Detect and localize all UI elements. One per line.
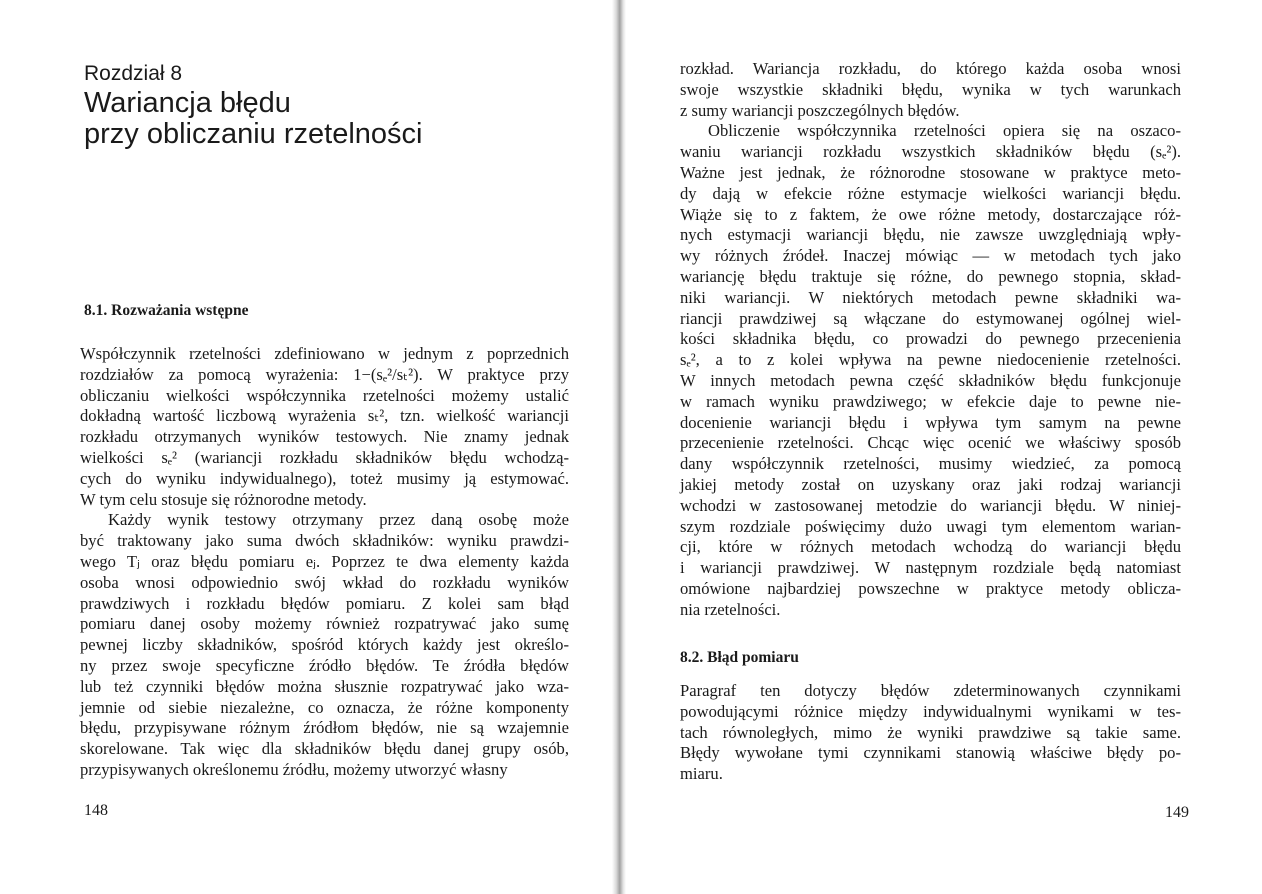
body-text	[80, 344, 569, 781]
text-line: dokładną wartość liczbową wyrażenia sₜ², tzn. wielkość wariancji	[80, 406, 569, 426]
text-line: sₑ², a to z kolei wpływa na pewne niedocenienie rzetelności.	[680, 350, 1181, 370]
text-line: dany współczynnik rzetelności, musimy wiedzieć, za pomocą	[680, 454, 1181, 474]
text-line: obliczaniu wielkości współczynnika rzetelności możemy ustalić	[80, 385, 569, 405]
text-line: prawdziwych i rozkładu błędów pomiaru. Z kolei sam błąd	[80, 593, 569, 613]
text-line: niki wariancji. W niektórych metodach pewne składniki wa-	[680, 287, 1181, 307]
section-heading-8-2: 8.2. Błąd pomiaru	[680, 649, 799, 666]
text-line: w ramach wyniku prawdziwego; w efekcie daje to pewne nie-	[680, 391, 1181, 411]
text-line: Każdy wynik testowy otrzymany przez daną osobę może	[108, 510, 569, 530]
chapter-title	[84, 88, 422, 150]
chapter-title-line: przy obliczaniu rzetelności	[84, 118, 423, 150]
text-line: przecenienie rzetelności. Chcąc więc ocenić we właściwy sposób	[680, 433, 1181, 453]
text-line: wy różnych źródeł. Inaczej mówiąc — w metodach tych jako	[680, 246, 1181, 266]
text-line: cych do wyniku indywidualnego), toteż musimy ją estymować.	[80, 468, 569, 488]
text-line: ny przez swoje specyficzne źródło błędów. Te źródła błędów	[80, 655, 569, 675]
text-line: Paragraf ten dotyczy błędów zdeterminowanych czynnikami	[680, 681, 1181, 700]
text-line: Ważne jest jednak, że różnorodne stosowane w praktyce meto-	[680, 162, 1181, 182]
text-line: kości składnika błędu, co prowadzi do pewnego przecenienia	[680, 329, 1181, 349]
page-number: 148	[84, 802, 108, 819]
section-heading-8-1: 8.1. Rozważania wstępne	[84, 302, 249, 319]
section-paragraph	[680, 681, 1181, 785]
text-line: powodującymi różnice między indywidualnymi wynikami w tes-	[680, 701, 1181, 721]
text-line: miaru.	[680, 764, 723, 784]
chapter-title-line: Wariancja błędu	[84, 87, 291, 119]
text-line: riancji prawdziwej są włączane do estymowanej ogólnej wiel-	[680, 308, 1181, 328]
right-page	[612, 0, 1262, 894]
text-line: jemnie od siebie niezależne, co oznacza, że różne komponenty	[80, 697, 569, 717]
text-line: Współczynnik rzetelności zdefiniowano w jednym z poprzednich	[80, 344, 569, 363]
text-line: wielkości sₑ² (wariancji rozkładu składników błędu wchodzą-	[80, 447, 569, 467]
text-line: być traktowany jako suma dwóch składników: wyniku prawdzi-	[80, 531, 569, 551]
text-line: dy dają w efekcie różne estymacje wielkości wariancji błędu.	[680, 183, 1181, 203]
text-line: rozkład. Wariancja rozkładu, do którego każda osoba wnosi	[680, 59, 1181, 78]
text-line: szym rozdziale poświęcimy dużo uwagi tym elementom warian-	[680, 516, 1181, 536]
text-line: cji, które w różnych metodach wchodzą do wariancji błędu	[680, 537, 1181, 557]
text-line: tach równoległych, mimo że wyniki prawdziwe są takie same.	[680, 722, 1181, 742]
text-line: rozkładu otrzymanych wyników testowych. Nie znamy jednak	[80, 427, 569, 447]
left-page	[0, 0, 612, 894]
text-line: lub też czynniki błędów można słusznie rozpatrywać jako wza-	[80, 676, 569, 696]
text-line: z sumy wariancji poszczególnych błędów.	[680, 100, 960, 120]
text-line: Błędy wywołane tymi czynnikami stanowią właściwe błędy po-	[680, 743, 1181, 763]
text-line: skorelowane. Tak więc dla składników błędu danej grupy osób,	[80, 739, 569, 759]
text-line: nych estymacji wariancji błędu, nie zawsze uwzględniają wpły-	[680, 225, 1181, 245]
text-line: osoba wnosi odpowiednio swój wkład do rozkładu wyników	[80, 572, 569, 592]
body-text	[680, 59, 1181, 621]
text-line: jakiej metody został on uzyskany oraz jaki rodzaj wariancji	[680, 474, 1181, 494]
text-line: docenienie wariancji błędu i wpływa tym samym na pewne	[680, 412, 1181, 432]
chapter-label: Rozdział 8	[84, 62, 183, 85]
text-line: i wariancji prawdziwej. W następnym rozdziale będą natomiast	[680, 558, 1181, 578]
text-line: błędu, przypisywane różnym źródłom błędów, nie są wzajemnie	[80, 718, 569, 738]
text-line: pomiaru danej osoby możemy również rozpatrywać jako sumę	[80, 614, 569, 634]
text-line: wariancję błędu traktuje się różne, do pewnego stopnia, skład-	[680, 266, 1181, 286]
text-line: omówione najbardziej powszechne w praktyce metody oblicza-	[680, 578, 1181, 598]
text-line: przypisywanych określonemu źródłu, możemy utworzyć własny	[80, 759, 508, 779]
text-line: Obliczenie współczynnika rzetelności opiera się na oszaco-	[708, 121, 1181, 141]
text-line: rozdziałów za pomocą wyrażenia: 1−(sₑ²/sₜ²). W praktyce przy	[80, 364, 569, 384]
text-line: W tym celu stosuje się różnorodne metody.	[80, 489, 367, 509]
text-line: nia rzetelności.	[680, 599, 781, 619]
text-line: Wiąże się to z faktem, że owe różne metody, dostarczające róż-	[680, 204, 1181, 224]
text-line: wego Tⱼ oraz błędu pomiaru eⱼ. Poprzez te dwa elementy każda	[80, 551, 569, 571]
text-line: wchodzi w zastosowanej metodzie do wariancji błędu. W niniej-	[680, 495, 1181, 515]
text-line: pewnej liczby składników, spośród których każdy jest określo-	[80, 635, 569, 655]
text-line: swoje wszystkie składniki błędu, wynika w tych warunkach	[680, 79, 1181, 99]
text-line: waniu wariancji rozkładu wszystkich składników błędu (sₑ²).	[680, 142, 1181, 162]
page-number: 149	[1165, 804, 1189, 821]
text-line: W innych metodach pewna część składników błędu funkcjonuje	[680, 370, 1181, 390]
